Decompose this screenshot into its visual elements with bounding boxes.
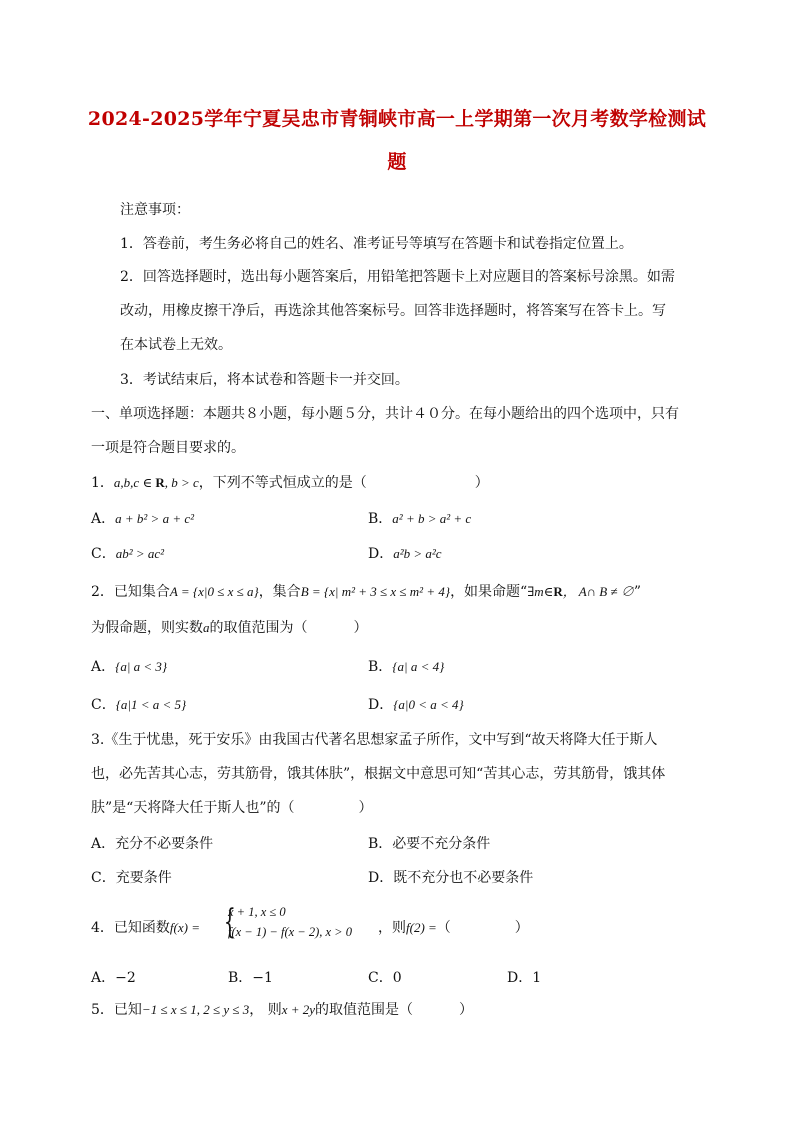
q3-option-b: B．必要不充分条件 — [368, 836, 491, 852]
q1-real-set: R — [155, 475, 165, 490]
q4-case-2: f(x − 1) − f(x − 2), x > 0 — [228, 925, 352, 939]
q1-close: ） — [474, 475, 489, 491]
q2-text-1: 已知集合 — [113, 584, 170, 600]
q3-line3-text: 肤”是“天将降大任于斯人也”的（ — [91, 800, 295, 816]
q4-brace: { — [223, 902, 236, 942]
q4-option-d: D．1 — [507, 970, 542, 986]
note-2-line2: 改动，用橡皮擦干净后，再选涂其他答案标号。回答非选择题时，将答案写在答卡上。写 — [120, 303, 666, 319]
q1-condition-2: , b > c — [164, 475, 199, 490]
q4-close: ） — [514, 920, 529, 936]
q1-text: ，下列不等式恒成立的是（ — [198, 475, 367, 491]
q2-number: 2． — [91, 584, 114, 600]
note-1: 1．答卷前，考生务必将自己的姓名、准考证号等填写在答题卡和试卷指定位置上。 — [120, 236, 633, 252]
section-heading-line1: 一、单项选择题：本题共８小题，每小题５分，共计４０分。在每小题给出的四个选项中，只有 — [91, 406, 679, 422]
q2-option-c — [91, 696, 186, 714]
q5-text-2: ， 则 — [249, 1002, 282, 1018]
q2-line2-text-a: 为假命题，则实数 — [91, 620, 203, 636]
q2-set-b: B = {x| m² + 3 ≤ x ≤ m² + 4} — [300, 584, 451, 599]
question-2-line2 — [91, 619, 368, 637]
q2-option-b-text: {a| a < 4} — [392, 659, 445, 674]
q4-text-3: （ — [436, 920, 451, 936]
q1-condition: a,b,c ∈ — [113, 475, 156, 490]
q2-close: ） — [353, 620, 368, 636]
q2-variable: a — [203, 620, 210, 635]
q1-option-c-text: ab² > ac² — [115, 546, 165, 561]
q1-number: 1． — [91, 475, 114, 491]
q1-option-a-label: A． — [91, 511, 116, 527]
q4-option-c: C．0 — [368, 970, 402, 986]
question-3-line1: 3.《生于忧患，死于安乐》由我国古代著名思想家孟子所作，文中写到“故天将降大任于斯人 — [91, 732, 658, 748]
q5-expression: x + 2y — [281, 1002, 316, 1017]
q3-option-a: A．充分不必要条件 — [91, 836, 214, 852]
note-3: 3．考试结束后，将本试卷和答题卡一并交回。 — [120, 372, 409, 388]
q5-number: 5． — [91, 1002, 114, 1018]
q1-option-b-text: a² + b > a² + c — [392, 511, 472, 526]
question-5 — [91, 1001, 473, 1019]
q2-real-set: R — [553, 584, 563, 599]
exam-title-line1: 2024-2025学年宁夏吴忠市青铜峡市高一上学期第一次月考数学检测试 — [87, 108, 707, 130]
q2-text-4: ” — [633, 584, 642, 600]
q4-number: 4． — [91, 920, 114, 936]
q2-option-b — [368, 658, 444, 676]
q2-option-a — [91, 658, 167, 676]
q2-option-d — [368, 696, 464, 714]
q2-option-a-text: {a| a < 3} — [115, 659, 168, 674]
q1-option-d — [368, 545, 442, 563]
section-heading-line2: 一项是符合题目要求的。 — [91, 440, 245, 456]
notes-heading: 注意事项： — [120, 202, 190, 218]
q4-option-a: A．−2 — [91, 970, 136, 986]
q1-option-c-label: C． — [91, 546, 116, 562]
q2-option-c-text: {a|1 < a < 5} — [115, 697, 187, 712]
q2-option-b-label: B． — [368, 659, 393, 675]
q5-close: ） — [459, 1002, 474, 1018]
question-3-line3 — [91, 799, 372, 817]
q5-condition: −1 ≤ x ≤ 1, 2 ≤ y ≤ 3 — [141, 1002, 250, 1017]
q4-option-b: B．−1 — [228, 970, 273, 986]
q2-proposition: ∃m∈ — [527, 584, 554, 599]
q1-option-a — [91, 510, 194, 528]
q4-case-1: x + 1, x ≤ 0 — [228, 905, 286, 919]
exam-title-line2: 题 — [387, 151, 407, 173]
question-2-line1 — [91, 583, 641, 601]
q1-option-d-text: a²b > a²c — [393, 546, 442, 561]
q5-text-1: 已知 — [113, 1002, 142, 1018]
q2-set-a: A = {x|0 ≤ x ≤ a} — [169, 584, 259, 599]
q2-text-2: ，集合 — [258, 584, 301, 600]
q2-option-a-label: A． — [91, 659, 116, 675]
note-2-line1: 2．回答选择题时，选出每小题答案后，用铅笔把答题卡上对应题目的答案标号涂黑。如需 — [120, 269, 675, 285]
q4-text-2: ，则 — [378, 920, 406, 936]
q5-text-3: 的取值范围是（ — [315, 1002, 414, 1018]
q4-tail — [378, 917, 529, 937]
q1-option-a-text: a + b² > a + c² — [115, 511, 195, 526]
q1-option-c — [91, 545, 164, 563]
q2-line2-text-b: 的取值范围为（ — [209, 620, 308, 636]
q2-option-d-text: {a|0 < a < 4} — [393, 697, 464, 712]
question-1 — [91, 474, 489, 492]
q4-f2: f(2) = — [406, 920, 437, 935]
q3-option-c: C．充要条件 — [91, 870, 172, 886]
q4-lead — [91, 917, 200, 937]
q1-option-d-label: D． — [368, 546, 394, 562]
q2-text-3: ，如果命题“ — [450, 584, 528, 600]
note-2-line3: 在本试卷上无效。 — [120, 337, 232, 353]
q2-proposition-2: ， A∩ B ≠ ∅ — [562, 584, 634, 599]
q2-option-c-label: C． — [91, 697, 116, 713]
q2-option-d-label: D． — [368, 697, 394, 713]
q1-option-b — [368, 510, 471, 528]
q1-option-b-label: B． — [368, 511, 393, 527]
question-3-line2: 也，必先苦其心志，劳其筋骨，饿其体肤”，根据文中意思可知“苦其心志，劳其筋骨，饿其体 — [91, 766, 666, 782]
q4-text-1: 已知函数 — [113, 920, 170, 936]
q3-close: ） — [358, 800, 373, 816]
q3-option-d: D．既不充分也不必要条件 — [368, 870, 534, 886]
q4-function-name: f(x) = — [169, 920, 200, 935]
